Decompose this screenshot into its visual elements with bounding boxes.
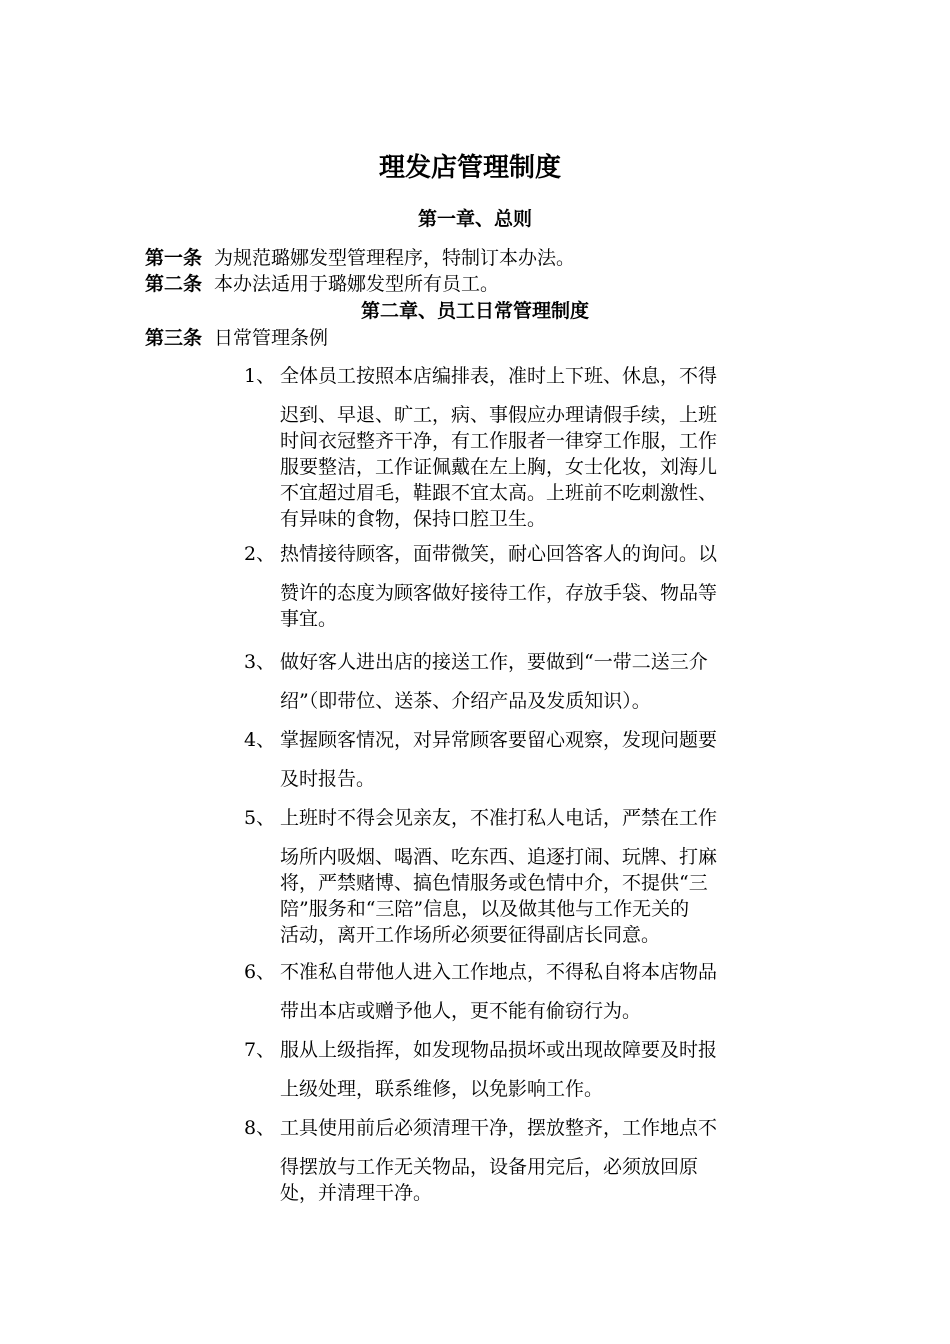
list-item-line: 场所内吸烟、喝酒、吃东西、追逐打闹、玩牌、打麻: [280, 846, 718, 868]
list-item-continuation: [244, 402, 814, 532]
list-item-line: 事宜。: [280, 608, 338, 630]
list-item-line: 上级处理，联系维修，以免影响工作。: [280, 1078, 604, 1100]
list-item-line: 赞许的态度为顾客做好接待工作，存放手袋、物品等: [280, 582, 718, 604]
list-item-first-line: [244, 1114, 814, 1154]
list-item-line: 不准私自带他人进入工作地点，不得私自将本店物品: [280, 961, 718, 983]
article-label: 第一条: [145, 247, 203, 269]
list-item-continuation: [244, 1154, 814, 1206]
article-text: 本办法适用于璐娜发型所有员工。: [214, 273, 500, 295]
list-item-number: 7、: [244, 1039, 276, 1061]
list-item-line: 处，并清理干净。: [280, 1182, 433, 1204]
list-item: [244, 648, 814, 714]
list-item-line: 将，严禁赌博、搞色情服务或色情中介，不提供“三: [280, 872, 708, 894]
list-item-line: 服从上级指挥，如发现物品损坏或出现故障要及时报: [280, 1039, 718, 1061]
list-item-continuation: [244, 580, 814, 632]
list-item-continuation: [244, 844, 814, 948]
list-item-first-line: [244, 1036, 814, 1076]
list-item-number: 4、: [244, 729, 276, 751]
article-text: 日常管理条例: [214, 327, 329, 349]
list-item-line: 时间衣冠整齐干净，有工作服者一律穿工作服，工作: [280, 430, 718, 452]
list-item: [244, 958, 814, 1024]
list-item-line: 掌握顾客情况，对异常顾客要留心观察，发现问题要: [280, 729, 718, 751]
chapter-heading: 第二章、员工日常管理制度: [360, 300, 589, 322]
list-item: [244, 804, 814, 948]
list-item-continuation: [244, 688, 814, 714]
list-item-first-line: [244, 726, 814, 766]
list-item-continuation: [244, 998, 814, 1024]
article-label: 第二条: [145, 273, 203, 295]
list-item-line: 迟到、早退、旷工，病、事假应办理请假手续，上班: [280, 404, 718, 426]
list-item-line: 得摆放与工作无关物品，设备用完后，必须放回原: [280, 1156, 699, 1178]
list-item-number: 2、: [244, 543, 276, 565]
list-item-number: 1、: [244, 365, 276, 387]
list-item-line: 有异味的食物，保持口腔卫生。: [280, 508, 547, 530]
list-item-line: 工具使用前后必须清理干净，摆放整齐，工作地点不: [280, 1117, 718, 1139]
list-item-line: 及时报告。: [280, 768, 376, 790]
list-item-line: 上班时不得会见亲友，不准打私人电话，严禁在工作: [280, 807, 718, 829]
article: [145, 324, 328, 352]
article-text: 为规范璐娜发型管理程序，特制订本办法。: [214, 247, 576, 269]
list-item: [244, 1114, 814, 1206]
list-item-first-line: [244, 648, 814, 688]
list-item-line: 陪”服务和“三陪”信息，以及做其他与工作无关的: [280, 898, 690, 920]
list-item-first-line: [244, 362, 814, 402]
article-label: 第三条: [145, 327, 203, 349]
list-item-line: 做好客人进出店的接送工作，要做到“一带二送三介: [280, 651, 708, 673]
document-title: 理发店管理制度: [378, 153, 561, 183]
article: [145, 270, 499, 298]
list-item: [244, 1036, 814, 1102]
list-item-number: 8、: [244, 1117, 276, 1139]
list-item-line: 活动，离开工作场所必须要征得副店长同意。: [280, 924, 661, 946]
list-item-number: 5、: [244, 807, 276, 829]
list-item: [244, 726, 814, 792]
chapter-heading: 第一章、总则: [417, 208, 532, 230]
list-item-first-line: [244, 958, 814, 998]
list-item-line: 热情接待顾客，面带微笑，耐心回答客人的询问。以: [280, 543, 718, 565]
list-item-first-line: [244, 804, 814, 844]
list-item-continuation: [244, 766, 814, 792]
list-item-line: 服要整洁，工作证佩戴在左上胸，女士化妆，刘海儿: [280, 456, 718, 478]
list-item-number: 6、: [244, 961, 276, 983]
list-item-continuation: [244, 1076, 814, 1102]
list-item-line: 带出本店或赠予他人，更不能有偷窃行为。: [280, 1000, 642, 1022]
list-item-line: 全体员工按照本店编排表，准时上下班、休息，不得: [280, 365, 718, 387]
list-item: [244, 362, 814, 532]
list-item-line: 不宜超过眉毛，鞋跟不宜太高。上班前不吃刺激性、: [280, 482, 718, 504]
list-item-number: 3、: [244, 651, 276, 673]
list-item: [244, 540, 814, 632]
list-item-line: 绍”（即带位、送茶、介绍产品及发质知识）。: [280, 690, 651, 712]
list-item-first-line: [244, 540, 814, 580]
article: [145, 244, 575, 272]
